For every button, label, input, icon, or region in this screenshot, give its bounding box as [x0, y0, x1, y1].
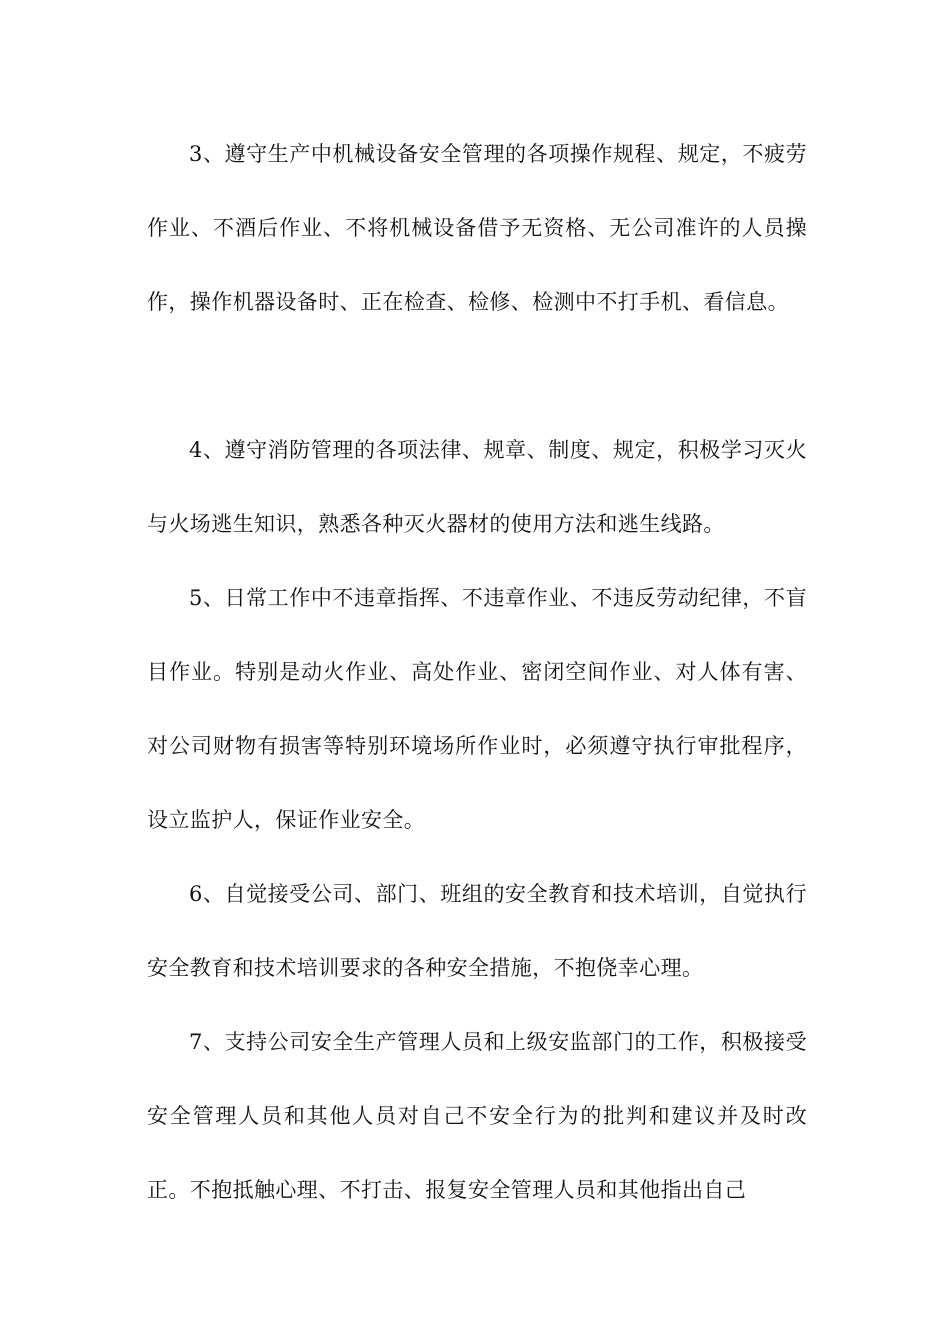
paragraph-item-6: 6、自觉接受公司、部门、班组的安全教育和技术培训，自觉执行安全教育和技术培训要求的各种安全措施，不抱侥幸心理。: [147, 882, 807, 980]
paragraph-item-5: 5、日常工作中不违章指挥、不违章作业、不违反劳动纪律，不盲目作业。特别是动火作业、高处作业、密闭空间作业、对人体有害、对公司财物有损害等特别环境场所作业时，必须遵守执行审批程序，设立监护人，保证作业安全。: [147, 586, 807, 832]
paragraph-item-7: 7、支持公司安全生产管理人员和上级安监部门的工作，积极接受安全管理人员和其他人员对自己不安全行为的批判和建议并及时改正。不抱抵触心理、不打击、报复安全管理人员和其他指出自己: [147, 1030, 807, 1202]
paragraph-item-4: 4、遵守消防管理的各项法律、规章、制度、规定，积极学习灭火与火场逃生知识，熟悉各种灭火器材的使用方法和逃生线路。: [147, 438, 807, 536]
paragraph-item-3: 3、遵守生产中机械设备安全管理的各项操作规程、规定，不疲劳作业、不酒后作业、不将机械设备借予无资格、无公司准许的人员操作，操作机器设备时、正在检查、检修、检测中不打手机、看信息。: [147, 142, 807, 314]
